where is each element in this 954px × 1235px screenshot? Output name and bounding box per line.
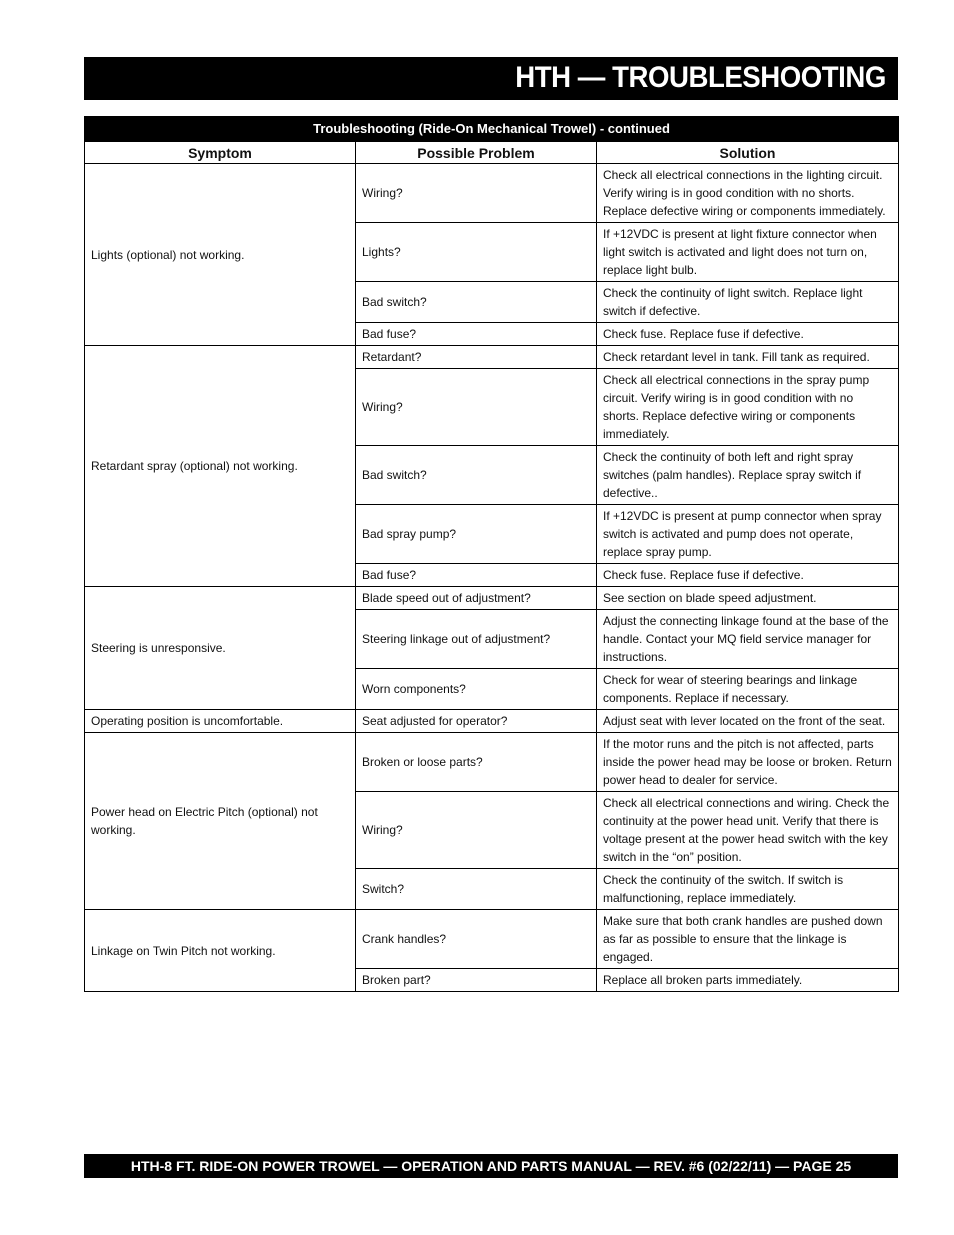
column-header-symptom: Symptom: [85, 142, 356, 164]
symptom-cell: Lights (optional) not working.: [85, 164, 356, 346]
problem-cell: Bad fuse?: [356, 323, 597, 346]
solution-cell: If +12VDC is present at light fixture connector when light switch is activated and light does not turn on, replace light bulb.: [597, 223, 899, 282]
solution-cell: Check the continuity of light switch. Replace light switch if defective.: [597, 282, 899, 323]
problem-cell: Bad switch?: [356, 282, 597, 323]
problem-cell: Steering linkage out of adjustment?: [356, 610, 597, 669]
solution-cell: Check all electrical connections in the lighting circuit. Verify wiring is in good condition with no shorts. Replace defective wiring or components immediately.: [597, 164, 899, 223]
problem-cell: Switch?: [356, 869, 597, 910]
problem-cell: Wiring?: [356, 164, 597, 223]
symptom-cell: Power head on Electric Pitch (optional) not working.: [85, 733, 356, 910]
solution-cell: Replace all broken parts immediately.: [597, 969, 899, 992]
solution-cell: If the motor runs and the pitch is not affected, parts inside the power head may be loose or broken. Return power head to dealer for service.: [597, 733, 899, 792]
problem-cell: Retardant?: [356, 346, 597, 369]
problem-cell: Bad switch?: [356, 446, 597, 505]
solution-cell: Check retardant level in tank. Fill tank as required.: [597, 346, 899, 369]
table-row: [85, 733, 899, 792]
solution-cell: See section on blade speed adjustment.: [597, 587, 899, 610]
table-row: [85, 910, 899, 969]
solution-cell: Adjust seat with lever located on the front of the seat.: [597, 710, 899, 733]
problem-cell: Blade speed out of adjustment?: [356, 587, 597, 610]
table-row: [85, 710, 899, 733]
solution-cell: Check the continuity of the switch. If switch is malfunctioning, replace immediately.: [597, 869, 899, 910]
problem-cell: Wiring?: [356, 792, 597, 869]
solution-cell: If +12VDC is present at pump connector when spray switch is activated and pump does not operate, replace spray pump.: [597, 505, 899, 564]
solution-cell: Check all electrical connections and wiring. Check the continuity at the power head unit. Verify that there is voltage present at the power head switch with the key switch in the “on” position.: [597, 792, 899, 869]
problem-cell: Broken or loose parts?: [356, 733, 597, 792]
problem-cell: Broken part?: [356, 969, 597, 992]
column-header-solution: Solution: [597, 142, 899, 164]
page-title: HTH — TROUBLESHOOTING: [515, 61, 886, 94]
problem-cell: Seat adjusted for operator?: [356, 710, 597, 733]
problem-cell: Worn components?: [356, 669, 597, 710]
table-row: [85, 587, 899, 610]
solution-cell: Check the continuity of both left and right spray switches (palm handles). Replace spray switch if defective..: [597, 446, 899, 505]
table-body: [85, 164, 899, 992]
symptom-cell: Steering is unresponsive.: [85, 587, 356, 710]
table-caption-row: [85, 117, 899, 142]
solution-cell: Check fuse. Replace fuse if defective.: [597, 323, 899, 346]
column-header-problem: Possible Problem: [356, 142, 597, 164]
problem-cell: Bad spray pump?: [356, 505, 597, 564]
symptom-cell: Operating position is uncomfortable.: [85, 710, 356, 733]
table-header-row: [85, 142, 899, 164]
solution-cell: Make sure that both crank handles are pushed down as far as possible to ensure that the linkage is engaged.: [597, 910, 899, 969]
problem-cell: Bad fuse?: [356, 564, 597, 587]
page-title-bar: [84, 57, 898, 100]
solution-cell: Adjust the connecting linkage found at the base of the handle. Contact your MQ field service manager for instructions.: [597, 610, 899, 669]
table-row: [85, 346, 899, 369]
troubleshooting-table: [84, 116, 899, 992]
page-footer: HTH-8 FT. RIDE-ON POWER TROWEL — OPERATION AND PARTS MANUAL — REV. #6 (02/22/11) — PAGE 25: [84, 1154, 898, 1178]
symptom-cell: Retardant spray (optional) not working.: [85, 346, 356, 587]
solution-cell: Check for wear of steering bearings and linkage components. Replace if necessary.: [597, 669, 899, 710]
symptom-cell: Linkage on Twin Pitch not working.: [85, 910, 356, 992]
solution-cell: Check all electrical connections in the spray pump circuit. Verify wiring is in good condition with no shorts. Replace defective wiring or components immediately.: [597, 369, 899, 446]
solution-cell: Check fuse. Replace fuse if defective.: [597, 564, 899, 587]
table-caption: Troubleshooting (Ride-On Mechanical Trowel) - continued: [85, 117, 899, 142]
problem-cell: Lights?: [356, 223, 597, 282]
problem-cell: Wiring?: [356, 369, 597, 446]
table-row: [85, 164, 899, 223]
problem-cell: Crank handles?: [356, 910, 597, 969]
